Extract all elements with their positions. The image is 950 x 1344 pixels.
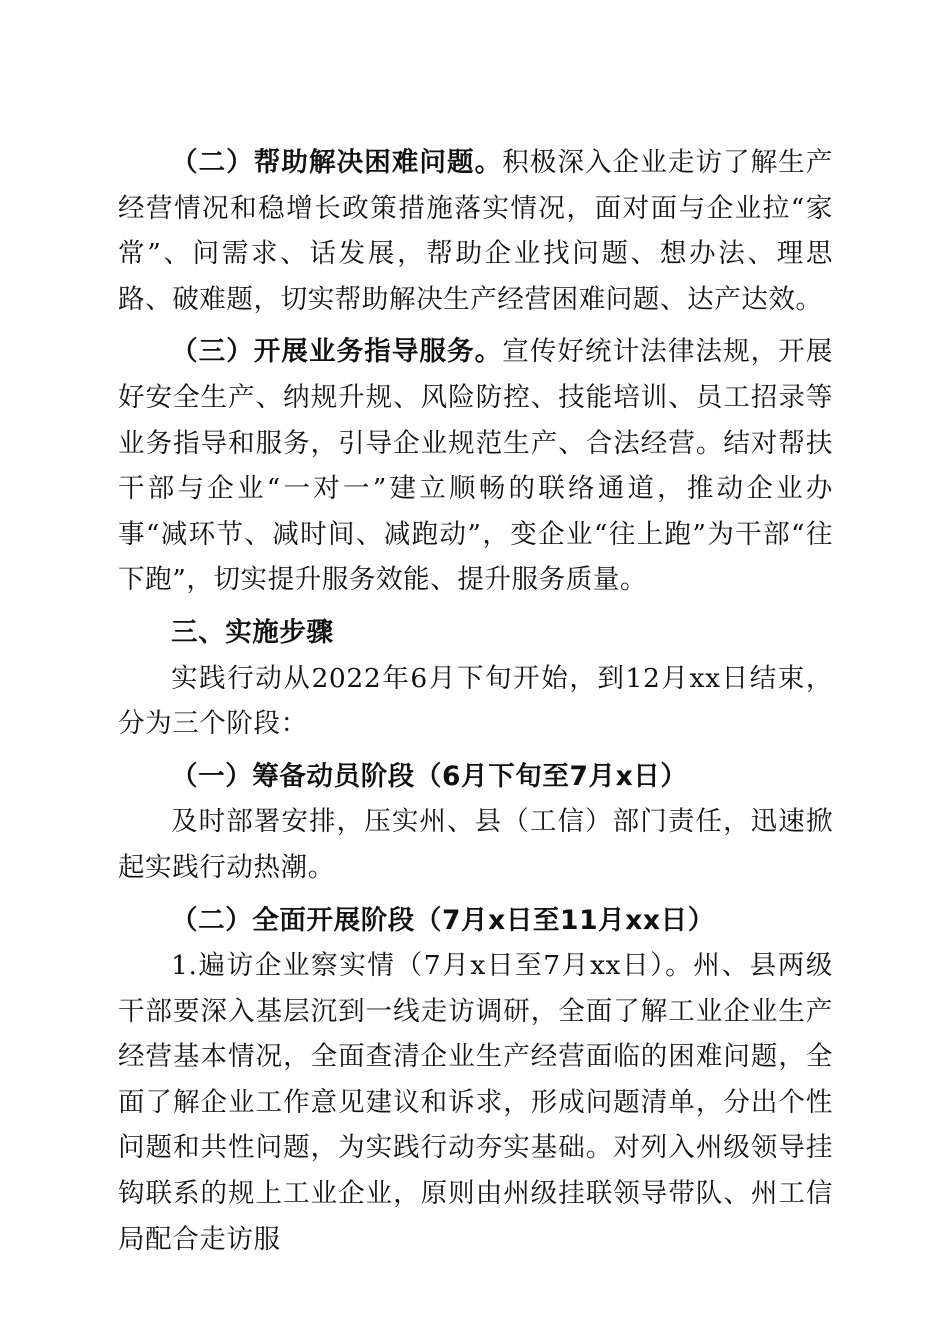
- paragraph-visit-enterprises: 1.遍访企业察实情（7月x日至7月xx日）。州、县两级干部要深入基层沉到一线走访调研，全面了解工业企业生产经营基本情况，全面查清企业生产经营面临的困难问题，全面了解企业工作意见建议和诉求，形成问题清单，分出个性问题和共性问题，为实践行动夯实基础。对列入州级领导挂钩联系的规上工业企业，原则由州级挂联领导带队、州工信局配合走访服: [118, 950, 833, 1255]
- stage-heading-preparation: （一）筹备动员阶段（6月下旬至7月x日）: [171, 760, 688, 792]
- paragraph-preparation: 及时部署安排，压实州、县（工信）部门责任，迅速掀起实践行动热潮。: [118, 806, 833, 883]
- paragraph-business-guidance: [118, 329, 833, 603]
- paragraph-timeline: 实践行动从2022年6月下旬开始，到12月xx日结束，分为三个阶段：: [118, 662, 833, 740]
- paragraph-lead: （三）开展业务指导服务。: [171, 336, 503, 368]
- stage-heading-full-implementation: （二）全面开展阶段（7月x日至11月xx日）: [171, 904, 715, 936]
- paragraph-text: 宣传好统计法律法规，开展好安全生产、纳规升规、风险防控、技能培训、员工招录等业务指导和服务，引导企业规范生产、合法经营。结对帮扶干部与企业“一对一”建立顺畅的联络通道，推动企业办事“减环节、减时间、减跑动”，变企业“往上跑”为干部“往下跑”，切实提升服务效能、提升服务质量。: [118, 336, 833, 596]
- paragraph-text: 积极深入企业走访了解生产经营情况和稳增长政策措施落实情况，面对面与企业拉“家常”、问需求、话发展，帮助企业找问题、想办法、理思路、破难题，切实帮助解决生产经营困难问题、达产达效。: [118, 147, 833, 315]
- document-body: [118, 140, 833, 1262]
- paragraph-lead: （二）帮助解决困难问题。: [171, 147, 503, 178]
- paragraph-help-solve-problems: [118, 140, 833, 322]
- section-heading-implementation-steps: 三、实施步骤: [171, 616, 334, 648]
